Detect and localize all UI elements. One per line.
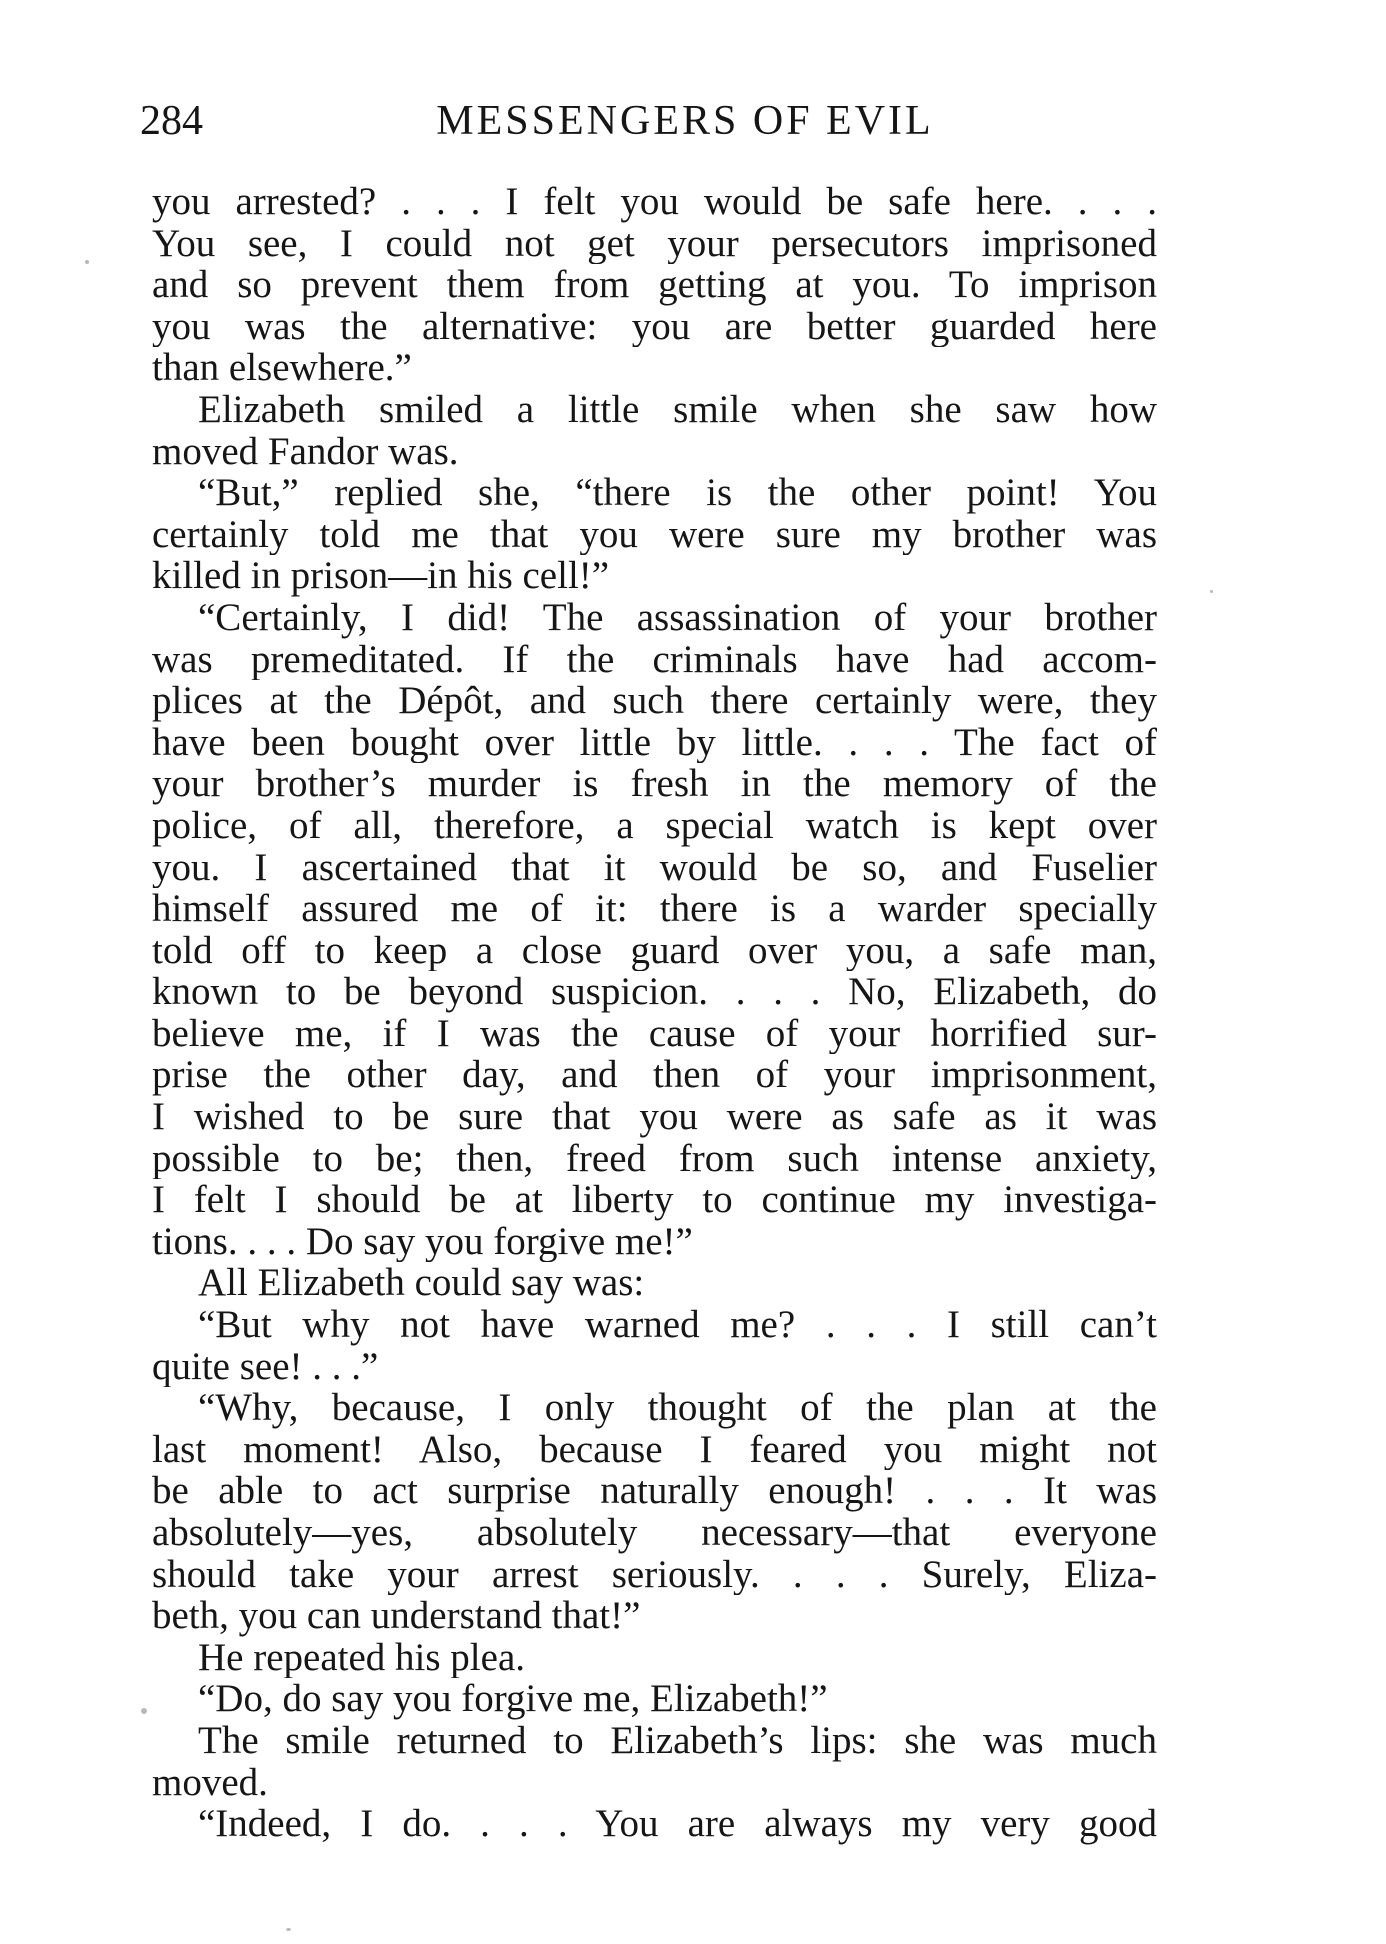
text-line: and so prevent them from getting at you. To imprison (152, 264, 1157, 306)
text-line: certainly told me that you were sure my brother was (152, 513, 1157, 556)
text-line: “But why not have warned me? . . . I still can’t (198, 1304, 1157, 1346)
text-line: “Do, do say you forgive me, Elizabeth!” (198, 1678, 828, 1720)
text-line: you. I ascertained that it would be so, and Fuselier (152, 846, 1157, 889)
text-line: I wished to be sure that you were as safe as it was (152, 1096, 1157, 1138)
text-line: prise the other day, and then of your imprisonment, (152, 1054, 1157, 1097)
text-line: you was the alternative: you are better guarded here (152, 305, 1157, 348)
text-line: last moment! Also, because I feared you might not (152, 1428, 1157, 1471)
text-line: told off to keep a close guard over you, a safe man, (152, 929, 1157, 972)
running-title: MESSENGERS OF EVIL (436, 98, 934, 144)
text-line: known to be beyond suspicion. . . . No, Elizabeth, do (152, 971, 1157, 1013)
text-line: “Indeed, I do. . . . You are always my very good (198, 1803, 1157, 1845)
text-line: believe me, if I was the cause of your horrified sur- (152, 1012, 1157, 1055)
text-line: “Why, because, I only thought of the plan at the (198, 1387, 1157, 1429)
page-header (140, 91, 1170, 151)
scan-speck (85, 260, 89, 264)
text-line: “Certainly, I did! The assassination of your brother (198, 596, 1157, 639)
scan-speck (141, 1708, 147, 1714)
text-line: absolutely—yes, absolutely necessary—that everyone (152, 1512, 1157, 1554)
text-line: should take your arrest seriously. . . . Surely, Eliza- (152, 1553, 1157, 1596)
text-line: tions. . . . Do say you forgive me!” (152, 1220, 693, 1263)
text-line: He repeated his plea. (198, 1636, 526, 1679)
scan-speck (286, 1928, 291, 1931)
text-line: All Elizabeth could say was: (198, 1262, 645, 1305)
page-number: 284 (140, 98, 203, 144)
text-line: plices at the Dépôt, and such there certainly were, they (152, 680, 1157, 722)
text-line: The smile returned to Elizabeth’s lips: she was much (198, 1719, 1157, 1762)
text-line: I felt I should be at liberty to continue my investiga- (152, 1179, 1157, 1221)
text-line: your brother’s murder is fresh in the memory of the (152, 763, 1157, 805)
text-line: quite see! . . .” (152, 1345, 379, 1388)
text-line: have been bought over little by little. . . . The fact of (152, 721, 1157, 764)
text-line: police, of all, therefore, a special watch is kept over (152, 804, 1157, 847)
text-line: Elizabeth smiled a little smile when she saw how (198, 388, 1157, 431)
text-line: than elsewhere.” (152, 347, 412, 389)
text-line: moved. (152, 1761, 268, 1804)
text-line: You see, I could not get your persecutors imprisoned (152, 222, 1157, 265)
text-line: moved Fandor was. (152, 430, 459, 473)
text-line: beth, you can understand that!” (152, 1595, 641, 1637)
text-line: possible to be; then, freed from such intense anxiety, (152, 1137, 1157, 1180)
scan-speck (1210, 590, 1213, 593)
text-line: killed in prison—in his cell!” (152, 555, 610, 597)
text-line: be able to act surprise naturally enough! . . . It was (152, 1470, 1157, 1512)
text-line: himself assured me of it: there is a warder specially (152, 888, 1157, 930)
text-line: was premeditated. If the criminals have had accom- (152, 638, 1157, 681)
text-line: you arrested? . . . I felt you would be safe here. . . . (152, 181, 1157, 223)
body-text (152, 181, 1157, 1845)
text-line: “But,” replied she, “there is the other point! You (198, 472, 1157, 514)
